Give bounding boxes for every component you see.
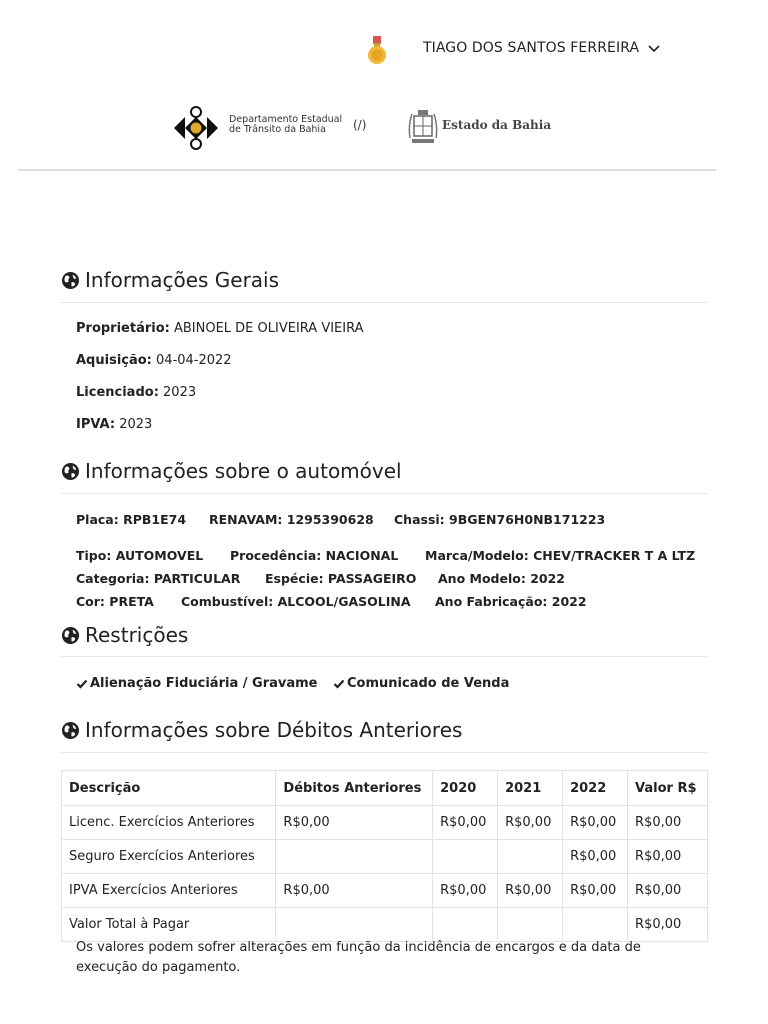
bahia-coat-of-arms (406, 108, 440, 146)
column-header: 2022 (563, 771, 628, 806)
detran-name-line2: de Trânsito da Bahia (229, 124, 326, 135)
column-header: 2021 (498, 771, 563, 806)
section-divider (61, 302, 708, 303)
table-cell: R$0,00 (563, 840, 628, 874)
ipva-row (76, 417, 152, 432)
table-cell: R$0,00 (628, 874, 708, 908)
logo-bar (0, 100, 768, 168)
licensed-value: 2023 (163, 385, 197, 400)
debts-disclaimer: Os valores podem sofrer alterações em função da incidência de encargos e da data de execução do pagamento. (76, 940, 641, 975)
vehicle-origin: Procedência: NACIONAL (230, 548, 399, 563)
licensed-row (76, 385, 196, 400)
table-cell: R$0,00 (433, 806, 498, 840)
table-cell (498, 908, 563, 942)
vehicle-fuel: Combustível: ALCOOL/GASOLINA (181, 594, 411, 609)
licensed-label: Licenciado: (76, 385, 159, 400)
section-title-restrictions (61, 623, 188, 647)
section-title-vehicle (61, 459, 402, 483)
table-cell: R$0,00 (276, 806, 433, 840)
vehicle-model: Marca/Modelo: CHEV/TRACKER T A LTZ (425, 548, 696, 563)
column-header: 2020 (433, 771, 498, 806)
vehicle-manufacture-year: Ano Fabricação: 2022 (435, 594, 587, 609)
section-divider (61, 656, 708, 657)
table-cell: Licenc. Exercícios Anteriores (62, 806, 276, 840)
table-row (62, 840, 708, 874)
table-row (62, 806, 708, 840)
table-cell: R$0,00 (433, 874, 498, 908)
restriction-label: Comunicado de Venda (347, 676, 510, 691)
restriction-label: Alienação Fiduciária / Gravame (90, 676, 318, 691)
acquisition-row (76, 353, 232, 368)
vehicle-renavam: RENAVAM: 1295390628 (209, 512, 374, 527)
section-title-debts-text: Informações sobre Débitos Anteriores (85, 718, 463, 742)
vehicle-category: Categoria: PARTICULAR (76, 571, 241, 586)
section-title-vehicle-text: Informações sobre o automóvel (85, 459, 402, 483)
table-cell: R$0,00 (628, 908, 708, 942)
chevron-down-icon[interactable] (646, 43, 662, 55)
acquisition-value: 04-04-2022 (156, 353, 232, 368)
table-cell: R$0,00 (498, 806, 563, 840)
owner-row (76, 321, 364, 336)
column-header: Valor R$ (628, 771, 708, 806)
debts-table (61, 770, 708, 942)
table-cell (498, 840, 563, 874)
detran-logo[interactable] (172, 106, 220, 150)
table-cell: Valor Total à Pagar (62, 908, 276, 942)
column-header: Descrição (62, 771, 276, 806)
vehicle-species: Espécie: PASSAGEIRO (265, 571, 417, 586)
table-cell (433, 840, 498, 874)
check-icon (76, 678, 88, 690)
vehicle-type: Tipo: AUTOMOVEL (76, 548, 204, 563)
table-cell: R$0,00 (628, 806, 708, 840)
restriction-item (333, 676, 509, 691)
vehicle-color: Cor: PRETA (76, 594, 154, 609)
header-divider (18, 169, 716, 171)
table-cell: R$0,00 (628, 840, 708, 874)
owner-label: Proprietário: (76, 321, 170, 336)
bahia-name: Estado da Bahia (442, 118, 552, 132)
table-cell: Seguro Exercícios Anteriores (62, 840, 276, 874)
table-cell: R$0,00 (276, 874, 433, 908)
ipva-label: IPVA: (76, 417, 116, 432)
table-cell: IPVA Exercícios Anteriores (62, 874, 276, 908)
table-cell: R$0,00 (563, 806, 628, 840)
table-cell: R$0,00 (498, 874, 563, 908)
table-row (62, 874, 708, 908)
table-cell (276, 908, 433, 942)
restriction-item (76, 676, 318, 691)
section-divider (61, 493, 708, 494)
vehicle-plate: Placa: RPB1E74 (76, 512, 187, 527)
acquisition-label: Aquisição: (76, 353, 152, 368)
table-cell: R$0,00 (563, 874, 628, 908)
top-bar (0, 0, 768, 100)
column-header: Débitos Anteriores (276, 771, 433, 806)
section-title-general (61, 268, 279, 292)
owner-value: ABINOEL DE OLIVEIRA VIEIRA (173, 321, 364, 336)
table-cell (433, 908, 498, 942)
globe-icon (61, 721, 80, 740)
section-divider (61, 752, 708, 753)
table-header-row (62, 771, 708, 806)
check-icon (333, 678, 345, 690)
section-title-general-text: Informações Gerais (85, 268, 280, 292)
section-title-restrictions-text: Restrições (85, 623, 189, 647)
table-cell (563, 908, 628, 942)
logo-separator: (/) (353, 118, 367, 132)
table-cell (276, 840, 433, 874)
globe-icon (61, 626, 80, 645)
globe-icon (61, 462, 80, 481)
globe-icon (61, 271, 80, 290)
vehicle-chassis: Chassi: 9BGEN76H0NB171223 (394, 512, 606, 527)
detran-name (229, 115, 359, 135)
table-row-total (62, 908, 708, 942)
vehicle-model-year: Ano Modelo: 2022 (438, 571, 565, 586)
ipva-value: 2023 (119, 417, 153, 432)
section-title-debts (61, 718, 462, 742)
detran-name-line1: Departamento Estadual (229, 114, 343, 125)
medal-icon (367, 36, 387, 66)
user-menu-name[interactable]: TIAGO DOS SANTOS FERREIRA (423, 40, 640, 56)
